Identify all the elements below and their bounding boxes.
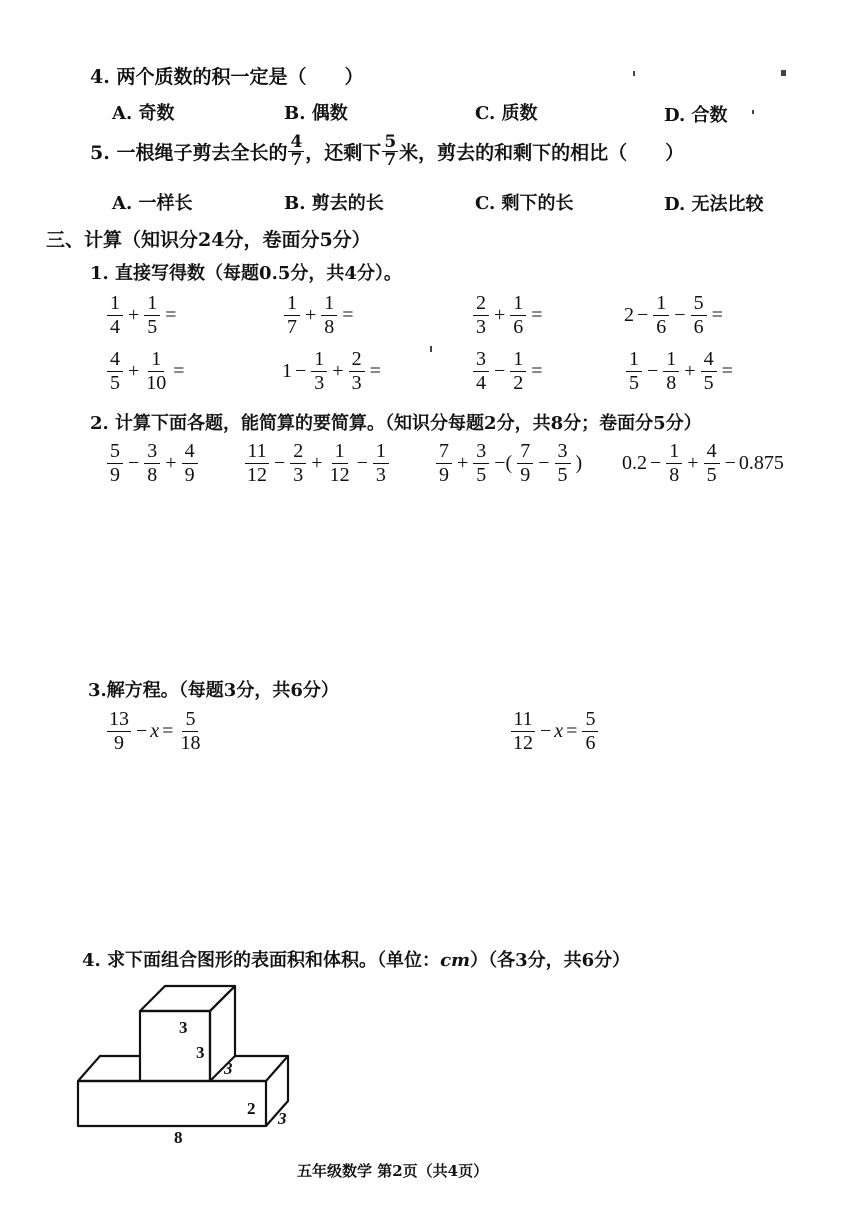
mental-calc-6 xyxy=(282,349,384,394)
operator: − xyxy=(650,452,662,474)
fraction-denominator: 6 xyxy=(585,732,596,754)
fraction-numerator: 1 xyxy=(653,293,669,316)
fraction-numerator: 5 xyxy=(691,293,707,316)
fraction xyxy=(691,293,707,338)
term: x xyxy=(150,720,160,742)
sub3-title: 3.解方程。（每题3分，共6分） xyxy=(88,680,339,701)
label-base-length: 8 xyxy=(174,1128,183,1143)
fraction xyxy=(107,349,123,394)
fraction xyxy=(663,349,679,394)
q4-option-b: B. 偶数 xyxy=(284,103,348,124)
q5-fraction-2-den: 7 xyxy=(384,150,397,170)
fraction-denominator: 6 xyxy=(693,316,704,338)
fraction-denominator: 8 xyxy=(324,316,335,338)
fraction xyxy=(107,293,123,338)
fraction-numerator: 4 xyxy=(182,441,198,464)
operator: = xyxy=(531,360,543,382)
term: 2 xyxy=(624,304,634,326)
fraction xyxy=(510,293,526,338)
fraction-numerator: 2 xyxy=(290,441,306,464)
mental-calc-3 xyxy=(471,293,546,338)
sub2-title: 2. 计算下面各题，能简算的要简算。（知识分每题2分，共8分；卷面分5分） xyxy=(90,413,702,434)
operator: + xyxy=(687,452,699,474)
fraction xyxy=(473,349,489,394)
fraction-denominator: 4 xyxy=(110,316,120,338)
fraction xyxy=(144,293,160,338)
scan-speck xyxy=(752,110,754,114)
base-top-right-edge xyxy=(235,1056,288,1081)
fraction-numerator: 5 xyxy=(107,441,123,464)
q5-part1: 5. 一根绳子剪去全长的 xyxy=(90,142,288,164)
fraction-denominator: 10 xyxy=(146,372,167,394)
fraction-numerator: 1 xyxy=(321,293,337,316)
fraction xyxy=(373,441,389,486)
fraction-numerator: 4 xyxy=(107,349,123,372)
sub4-title xyxy=(82,946,630,972)
fraction xyxy=(144,349,168,394)
mental-calc-7 xyxy=(471,349,546,394)
fraction xyxy=(473,441,489,486)
fraction-denominator: 5 xyxy=(476,464,487,486)
fraction-numerator: 1 xyxy=(311,349,327,372)
q5-fraction-2 xyxy=(382,134,398,169)
fraction-denominator: 9 xyxy=(439,464,449,486)
fraction-numerator: 1 xyxy=(510,293,526,316)
operator: = xyxy=(369,360,381,382)
fraction-numerator: 13 xyxy=(109,708,129,730)
q5-fraction-2-num: 5 xyxy=(384,132,397,152)
fraction-denominator: 2 xyxy=(513,372,524,394)
term: x xyxy=(554,720,564,742)
fraction xyxy=(182,441,198,486)
operator: − xyxy=(724,452,736,474)
fraction-denominator: 9 xyxy=(110,464,120,486)
fraction-denominator: 5 xyxy=(147,316,158,338)
fraction-numerator: 2 xyxy=(349,349,365,372)
fraction-denominator: 9 xyxy=(184,464,195,486)
operator: = xyxy=(711,304,723,326)
fraction-numerator: 3 xyxy=(473,441,489,464)
operator: + xyxy=(128,360,140,382)
label-base-height: 2 xyxy=(247,1099,256,1118)
fraction-numerator: 1 xyxy=(510,349,526,372)
fraction-numerator: 1 xyxy=(666,441,682,464)
equation-1 xyxy=(105,709,204,754)
mental-calc-1 xyxy=(105,293,180,338)
operator: = xyxy=(165,304,177,326)
operator: = xyxy=(566,720,578,742)
operator: − xyxy=(356,452,368,474)
fraction xyxy=(349,349,365,394)
fraction xyxy=(511,709,535,754)
fraction xyxy=(666,441,682,486)
fraction xyxy=(555,441,571,486)
question-5-stem xyxy=(90,134,684,169)
fraction-denominator: 6 xyxy=(513,316,524,338)
fraction-numerator: 2 xyxy=(473,293,489,316)
q4-option-d: D. 合数 xyxy=(664,105,728,126)
cube-top-face xyxy=(140,986,235,1011)
fraction xyxy=(328,441,352,486)
page-footer: 五年级数学 第2页（共4页） xyxy=(297,1162,489,1180)
operator: − xyxy=(128,452,140,474)
operator: − xyxy=(494,360,506,382)
mental-calc-8 xyxy=(624,349,736,394)
operator: − xyxy=(540,720,552,742)
fraction-denominator: 4 xyxy=(476,372,486,394)
mental-calc-2 xyxy=(282,293,357,338)
scan-speck xyxy=(430,346,432,352)
simplify-expr-3 xyxy=(434,441,585,486)
fraction-denominator: 3 xyxy=(351,372,362,394)
fraction xyxy=(436,441,452,486)
q5-fraction-1-num: 4 xyxy=(290,132,303,152)
q5-part2: ，还剩下 xyxy=(305,142,382,164)
term: 0.2 xyxy=(622,452,647,474)
operator: − xyxy=(538,452,550,474)
fraction xyxy=(107,709,131,754)
fraction xyxy=(517,441,533,486)
fraction-denominator: 5 xyxy=(557,464,568,486)
q5-option-d: D. 无法比较 xyxy=(664,194,764,215)
term: 0.875 xyxy=(738,452,784,474)
fraction xyxy=(284,293,300,338)
fraction-denominator: 7 xyxy=(287,316,297,338)
fraction xyxy=(311,349,327,394)
mental-calc-5 xyxy=(105,349,188,394)
simplify-expr-4 xyxy=(622,441,784,486)
fraction-denominator: 3 xyxy=(293,464,304,486)
fraction-numerator: 3 xyxy=(144,441,160,464)
fraction-numerator: 1 xyxy=(107,293,123,316)
operator: − xyxy=(637,304,649,326)
operator: = xyxy=(531,304,543,326)
fraction-numerator: 1 xyxy=(144,293,160,316)
simplify-expr-1 xyxy=(105,441,200,486)
fraction-denominator: 8 xyxy=(147,464,158,486)
operator: + xyxy=(311,452,323,474)
fraction-numerator: 4 xyxy=(704,441,720,464)
fraction-denominator: 12 xyxy=(329,464,350,486)
term: 1 xyxy=(282,360,292,382)
operator: + xyxy=(684,360,696,382)
equation-2 xyxy=(509,709,600,754)
label-base-depth: 3 xyxy=(278,1109,287,1128)
fraction-numerator: 1 xyxy=(626,349,642,372)
label-cube-depth: 3 xyxy=(224,1059,233,1078)
label-cube-height: 3 xyxy=(179,1018,188,1037)
operator: = xyxy=(721,360,733,382)
fraction-numerator: 1 xyxy=(332,441,348,464)
fraction-denominator: 3 xyxy=(476,316,486,338)
fraction-numerator: 7 xyxy=(517,441,533,464)
fraction xyxy=(582,709,598,754)
q5-part3: 米，剪去的和剩下的相比（ ） xyxy=(399,142,685,164)
operator: −( xyxy=(494,452,513,474)
fraction xyxy=(473,293,489,338)
fraction xyxy=(626,349,642,394)
fraction xyxy=(290,441,306,486)
fraction xyxy=(107,441,123,486)
scan-speck xyxy=(633,71,635,76)
base-top-left-edge xyxy=(78,1056,140,1081)
fraction xyxy=(653,293,669,338)
q4-option-c: C. 质数 xyxy=(475,103,538,124)
fraction-numerator: 1 xyxy=(373,441,389,464)
operator: + xyxy=(457,452,469,474)
operator: + xyxy=(128,304,140,326)
fraction-denominator: 8 xyxy=(669,464,680,486)
fraction-denominator: 6 xyxy=(656,316,667,338)
q5-option-c: C. 剩下的长 xyxy=(475,193,574,214)
fraction xyxy=(321,293,337,338)
fraction xyxy=(510,349,526,394)
fraction-denominator: 9 xyxy=(114,732,124,754)
fraction-numerator: 5 xyxy=(582,709,598,732)
fraction-denominator: 12 xyxy=(513,732,533,754)
fraction-denominator: 8 xyxy=(666,372,677,394)
scan-speck xyxy=(781,70,786,76)
operator: − xyxy=(647,360,659,382)
fraction-numerator: 3 xyxy=(473,349,489,372)
fraction-numerator: 11 xyxy=(247,440,267,462)
fraction xyxy=(178,709,202,754)
fraction-denominator: 5 xyxy=(703,372,714,394)
fraction-numerator: 7 xyxy=(436,441,452,464)
fraction-numerator: 5 xyxy=(182,709,198,732)
fraction-denominator: 5 xyxy=(629,372,639,394)
operator: − xyxy=(674,304,686,326)
sub4-unit: cm xyxy=(440,950,471,971)
fraction xyxy=(701,349,717,394)
sub1-title: 1. 直接写得数（每题0.5分，共4分）。 xyxy=(90,263,402,284)
operator: + xyxy=(165,452,177,474)
operator: = xyxy=(342,304,354,326)
operator: − xyxy=(274,452,286,474)
fraction-denominator: 5 xyxy=(110,372,120,394)
operator: + xyxy=(305,304,317,326)
operator: − xyxy=(136,720,148,742)
section-3-title: 三、计算（知识分24分，卷面分5分） xyxy=(46,229,371,251)
fraction-numerator: 1 xyxy=(148,349,164,372)
combined-solid-figure xyxy=(70,978,310,1143)
fraction-denominator: 12 xyxy=(247,464,267,486)
fraction-denominator: 9 xyxy=(520,464,531,486)
fraction-numerator: 11 xyxy=(513,708,533,730)
operator: + xyxy=(494,304,506,326)
fraction-denominator: 3 xyxy=(375,464,386,486)
sub4-title-a: 4. 求下面组合图形的表面积和体积。（单位： xyxy=(82,950,441,971)
operator: ) xyxy=(575,452,583,474)
q5-option-a: A. 一样长 xyxy=(112,193,193,214)
q5-fraction-1-den: 7 xyxy=(290,150,303,170)
fraction xyxy=(704,441,720,486)
q5-option-b: B. 剪去的长 xyxy=(284,193,384,214)
label-cube-width: 3 xyxy=(196,1043,205,1062)
fraction-denominator: 3 xyxy=(314,372,325,394)
operator: + xyxy=(332,360,344,382)
q4-option-a: A. 奇数 xyxy=(112,103,175,124)
sub4-title-b: ）（各3分，共6分） xyxy=(470,950,631,971)
simplify-expr-2 xyxy=(243,441,391,486)
fraction-numerator: 1 xyxy=(663,349,679,372)
fraction-numerator: 1 xyxy=(284,293,300,316)
fraction-denominator: 5 xyxy=(706,464,717,486)
question-4-stem: 4. 两个质数的积一定是（ ） xyxy=(90,66,364,88)
fraction xyxy=(144,441,160,486)
mental-calc-4 xyxy=(624,293,726,338)
q5-fraction-1 xyxy=(288,134,304,169)
base-front-face xyxy=(78,1081,266,1126)
fraction-numerator: 4 xyxy=(701,349,717,372)
fraction xyxy=(245,441,269,486)
fraction-numerator: 3 xyxy=(555,441,571,464)
fraction-denominator: 18 xyxy=(180,732,201,754)
operator: = xyxy=(162,720,174,742)
operator: − xyxy=(295,360,307,382)
operator: = xyxy=(173,360,185,382)
